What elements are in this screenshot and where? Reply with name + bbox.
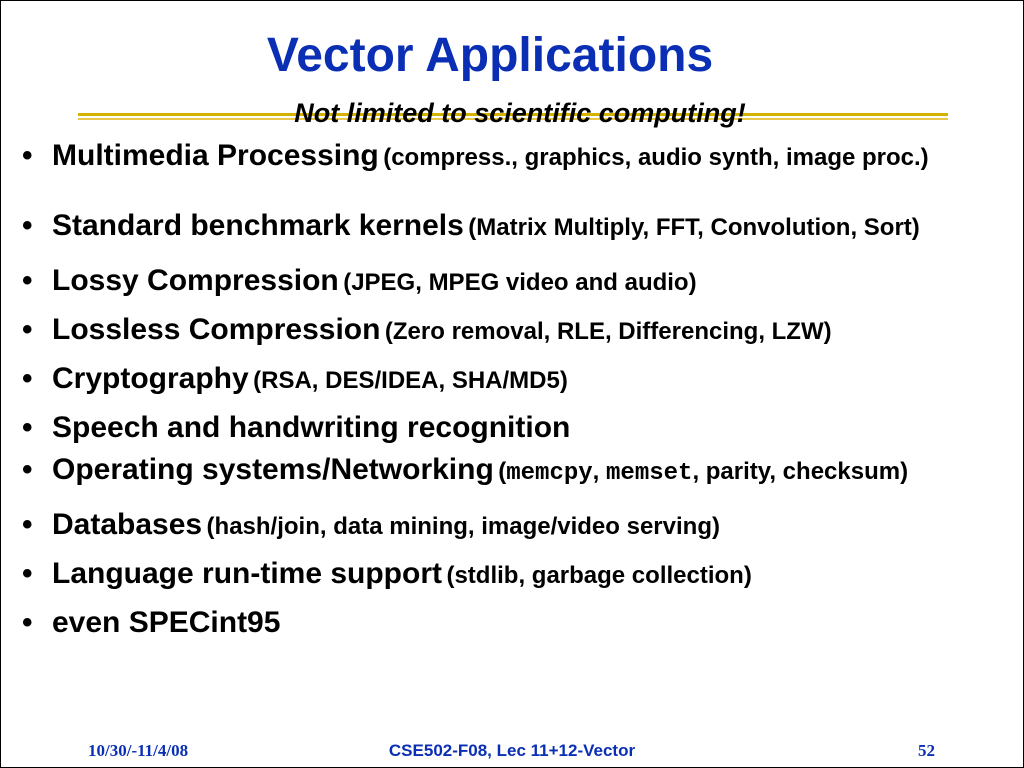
bullet-main: Lossy Compression: [52, 264, 339, 297]
code-memset: memset: [606, 460, 693, 487]
bullet-dot: •: [22, 139, 33, 172]
bullet-item: [22, 552, 1002, 601]
bullet-main: Operating systems/Networking: [52, 453, 494, 486]
bullet-item: [22, 406, 1002, 455]
code-memcpy: memcpy: [506, 460, 593, 487]
bullet-main: Databases: [52, 508, 203, 541]
bullet-main: Language run-time support: [52, 557, 442, 590]
bullet-item: [22, 308, 1002, 357]
bullet-dot: •: [22, 453, 33, 486]
bullet-detail: (stdlib, garbage collection): [446, 562, 752, 589]
bullet-dot: •: [22, 313, 33, 346]
bullet-detail: (Matrix Multiply, FFT, Convolution, Sort): [468, 214, 920, 241]
bullet-item: [22, 455, 1002, 489]
bullet-dot: •: [22, 411, 33, 444]
bullet-main: Standard benchmark kernels: [52, 209, 464, 242]
bullet-detail: (compress., graphics, audio synth, image proc.): [383, 144, 929, 171]
footer-date: 10/30/-11/4/08: [88, 741, 189, 760]
bullet-item: [22, 357, 1002, 406]
bullet-item: [22, 204, 1002, 253]
footer-course: CSE502-F08, Lec 11+12-Vector: [388, 741, 636, 760]
bullet-dot: •: [22, 557, 33, 590]
bullet-detail: (JPEG, MPEG video and audio): [343, 269, 697, 296]
bullet-dot: •: [22, 508, 33, 541]
slide-title: Vector Applications: [266, 29, 714, 82]
bullet-dot: •: [22, 606, 33, 639]
bullet-item: [22, 601, 1002, 650]
bullet-dot: •: [22, 362, 33, 395]
bullet-detail: (hash/join, data mining, image/video serving): [206, 513, 720, 540]
bullet-dot: •: [22, 209, 33, 242]
bullet-list: [22, 140, 1002, 650]
slide-subtitle: Not limited to scientific computing!: [294, 98, 746, 128]
bullet-main: Cryptography: [52, 362, 249, 395]
bullet-item: [22, 140, 1002, 176]
bullet-detail: [498, 458, 908, 485]
footer-page-number: 52: [918, 741, 935, 760]
bullet-main: Multimedia Processing: [52, 139, 379, 172]
detail-close: , parity, checksum): [692, 458, 909, 485]
bullet-main: even SPECint95: [52, 606, 281, 639]
bullet-item: [22, 503, 1002, 552]
bullet-dot: •: [22, 264, 33, 297]
bullet-main: Speech and handwriting recognition: [52, 411, 571, 444]
bullet-detail: (Zero removal, RLE, Differencing, LZW): [384, 318, 832, 345]
bullet-main: Lossless Compression: [52, 313, 381, 346]
detail-separator: ,: [592, 458, 607, 485]
detail-open: (: [498, 458, 507, 485]
bullet-detail: (RSA, DES/IDEA, SHA/MD5): [253, 367, 568, 394]
bullet-item: [22, 259, 1002, 308]
